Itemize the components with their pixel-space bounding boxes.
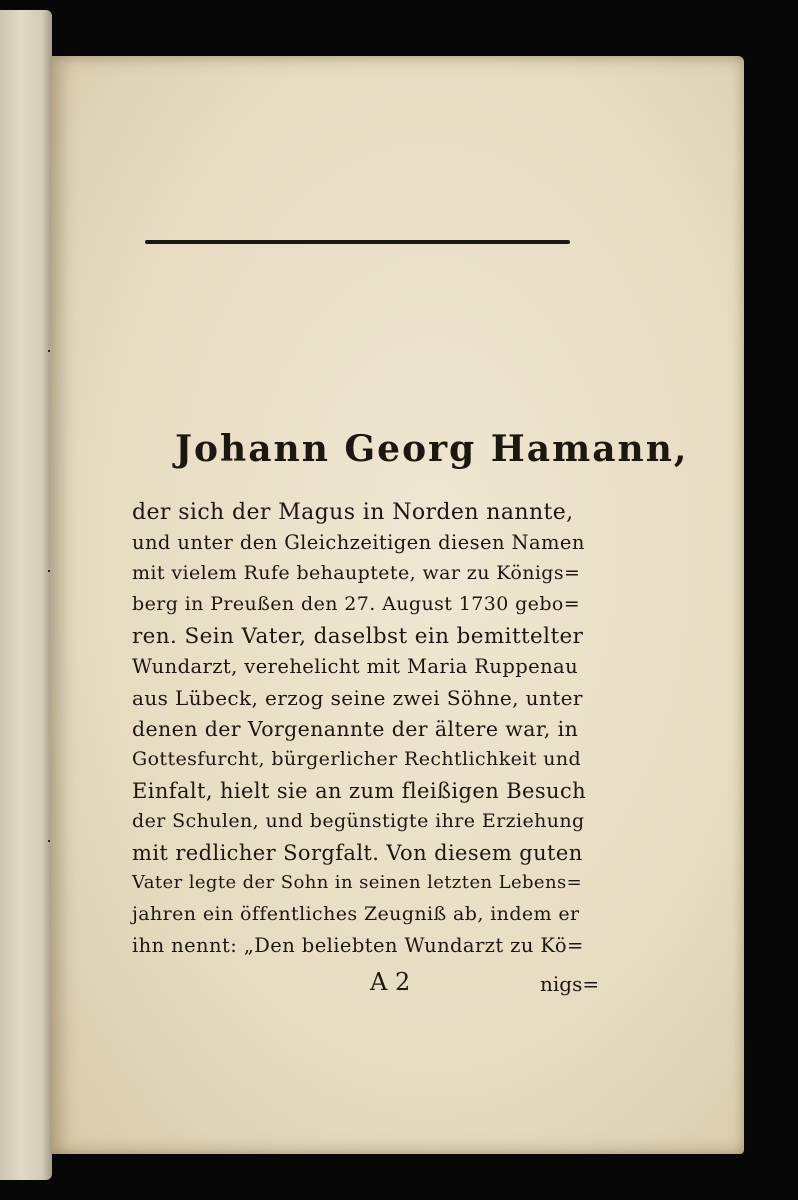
body-line: berg in Preußen den 27. August 1730 gebo= — [132, 593, 581, 615]
body-line: und unter den Gleichzeitigen diesen Namen — [132, 531, 585, 554]
page-title: Johann Georg Hamann, — [175, 428, 689, 470]
body-line: jahren ein öffentliches Zeugniß ab, indem er — [132, 903, 580, 925]
left-page-edge — [0, 10, 52, 1180]
body-line: der sich der Magus in Norden nannte, — [132, 500, 574, 525]
body-line: ren. Sein Vater, daselbst ein bemittelter — [132, 624, 584, 649]
body-line: Einfalt, hielt sie an zum fleißigen Besuch — [132, 779, 587, 803]
body-line: denen der Vorgenannte der ältere war, in — [132, 717, 579, 741]
body-line: der Schulen, und begünstigte ihre Erziehung — [132, 810, 585, 832]
body-line: Vater legte der Sohn in seinen letzten Lebens= — [132, 872, 583, 893]
header-rule — [145, 240, 570, 244]
body-line: Wundarzt, verehelicht mit Maria Ruppenau — [132, 655, 579, 678]
signature-mark: A 2 — [370, 968, 411, 996]
body-line: mit vielem Rufe behauptete, war zu Königs= — [132, 562, 581, 584]
body-line: ihn nennt: „Den beliebten Wundarzt zu Kö= — [132, 934, 584, 957]
body-line: aus Lübeck, erzog seine zwei Söhne, unter — [132, 686, 583, 710]
catchword: nigs= — [540, 972, 600, 996]
body-line: Gottesfurcht, bürgerlicher Rechtlichkeit und — [132, 748, 582, 770]
body-line: mit redlicher Sorgfalt. Von diesem guten — [132, 841, 583, 865]
